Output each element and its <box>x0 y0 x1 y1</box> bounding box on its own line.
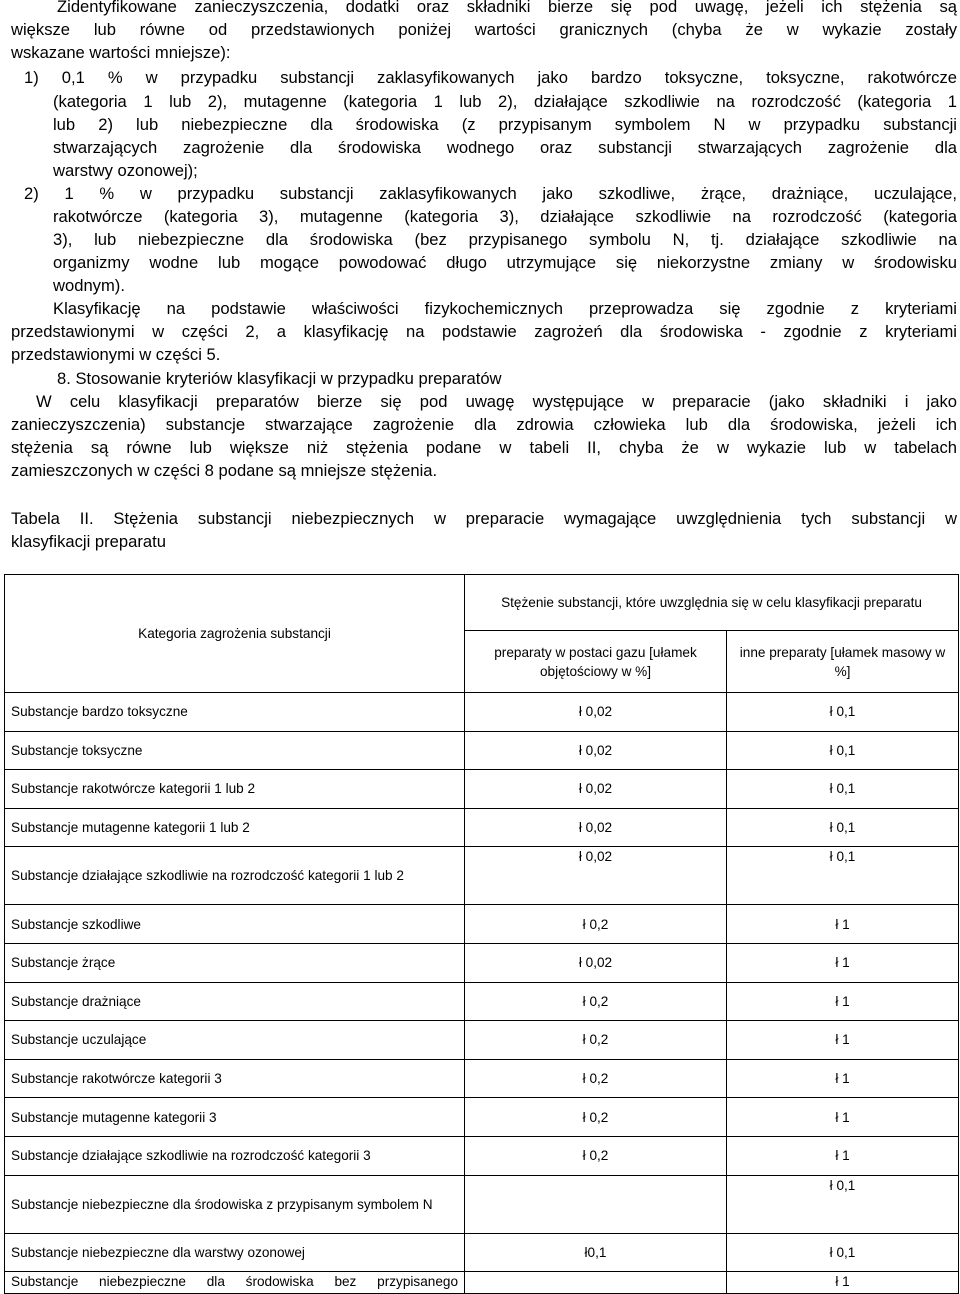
list-item-1-line: stwarzających zagrożenie dla środowiska wodnego oraz substancji stwarzających zagrożenie dla <box>53 138 957 157</box>
other-value-cell: ł 1 <box>727 1021 959 1060</box>
gas-value-cell: ł 0,2 <box>465 905 727 944</box>
other-value-cell: ł 1 <box>727 1098 959 1137</box>
gas-value-cell: ł0,1 <box>465 1233 727 1272</box>
category-cell: Substancje szkodliwe <box>5 905 465 944</box>
gas-value-cell: ł 0,02 <box>465 808 727 847</box>
other-value-cell: ł 0,1 <box>727 1233 959 1272</box>
table-row <box>5 905 959 944</box>
gas-value-cell <box>465 1175 727 1233</box>
category-cell: Substancje niebezpieczne dla środowiska bez przypisanego <box>5 1272 465 1294</box>
table-row <box>5 1059 959 1098</box>
section-heading: 8. Stosowanie kryteriów klasyfikacji w przypadku preparatów <box>57 369 502 388</box>
category-cell: Substancje rakotwórcze kategorii 1 lub 2 <box>5 770 465 809</box>
header-other <box>727 631 959 693</box>
gas-value-cell: ł 0,02 <box>465 693 727 732</box>
category-cell: Substancje mutagenne kategorii 3 <box>5 1098 465 1137</box>
section-8-line: zanieczyszczenia) substancje stwarzające zagrożenie dla zdrowia człowieka lub dla środowiska, jeżeli ich <box>11 415 957 434</box>
header-gas-label: preparaty w postaci gazu [ułamek objętościowy w %] <box>494 644 697 679</box>
intro-line: Zidentyfikowane zanieczyszczenia, dodatki oraz składniki bierze się pod uwagę, jeżeli ich stężenia są <box>57 0 957 16</box>
list-item-2-line: 3), lub niebezpieczne dla środowiska (bez przypisanego symbolu N, tj. działające szkodliwie na <box>53 230 957 249</box>
table-row <box>5 982 959 1021</box>
table-body <box>5 693 959 1294</box>
intro-line: większe lub równe od przedstawionych poniżej wartości granicznych (chyba że w wykazie zostały <box>11 20 957 39</box>
table-row <box>5 770 959 809</box>
list-item-2-line: organizmy wodne lub mogące powodować długo utrzymujące się niekorzystne zmiany w środowisku <box>53 253 957 272</box>
list-item-1-line: warstwy ozonowej); <box>53 161 198 180</box>
other-value-cell: ł 1 <box>727 905 959 944</box>
list-item-1-line: (kategoria 1 lub 2), mutagenne (kategoria 1 lub 2), działające szkodliwie na rozrodczość (kategoria 1 <box>53 92 957 111</box>
gas-value-cell: ł 0,2 <box>465 1098 727 1137</box>
table-row <box>5 1098 959 1137</box>
header-category-label: Kategoria zagrożenia substancji <box>138 626 331 641</box>
table-row <box>5 731 959 770</box>
list-item-2-line: rakotwórcze (kategoria 3), mutagenne (kategoria 3), działające szkodliwie na rozrodczość (kategoria <box>53 207 957 226</box>
other-value-cell: ł 1 <box>727 1059 959 1098</box>
gas-value-cell: ł 0,02 <box>465 770 727 809</box>
table-caption: Tabela II. Stężenia substancji niebezpiecznych w preparacie wymagające uwzględnienia tych substancji w <box>11 509 957 528</box>
gas-value-cell: ł 0,2 <box>465 1021 727 1060</box>
category-cell: Substancje toksyczne <box>5 731 465 770</box>
section-8-line: W celu klasyfikacji preparatów bierze się pod uwagę występujące w preparacie (jako składniki i jako <box>36 392 957 411</box>
gas-value-cell: ł 0,2 <box>465 1059 727 1098</box>
other-value-cell: ł 1 <box>727 943 959 982</box>
category-cell: Substancje bardzo toksyczne <box>5 693 465 732</box>
table-row <box>5 1272 959 1294</box>
concentration-table <box>4 574 959 1294</box>
category-cell: Substancje uczulające <box>5 1021 465 1060</box>
section-8-line: zamieszczonych w części 8 podane są mniejsze stężenia. <box>11 461 438 480</box>
header-group-label: Stężenie substancji, które uwzględnia się w celu klasyfikacji preparatu <box>501 595 922 610</box>
category-cell: Substancje działające szkodliwie na rozrodczość kategorii 1 lub 2 <box>5 847 465 905</box>
section-8-line: stężenia są równe lub większe niż stężenia podane w tabeli II, chyba że w wykazie lub w tabelach <box>11 438 957 457</box>
other-value-cell: ł 0,1 <box>727 1175 959 1233</box>
table-row <box>5 1175 959 1233</box>
category-cell: Substancje rakotwórcze kategorii 3 <box>5 1059 465 1098</box>
header-category <box>5 575 465 693</box>
other-value-cell: ł 0,1 <box>727 770 959 809</box>
category-cell: Substancje mutagenne kategorii 1 lub 2 <box>5 808 465 847</box>
other-value-cell: ł 1 <box>727 982 959 1021</box>
gas-value-cell: ł 0,02 <box>465 943 727 982</box>
table-row <box>5 1021 959 1060</box>
header-other-label: inne preparaty [ułamek masowy w %] <box>739 644 946 679</box>
other-value-cell: ł 1 <box>727 1136 959 1175</box>
list-item-2-line: wodnym). <box>53 276 125 295</box>
table-caption: klasyfikacji preparatu <box>11 532 166 551</box>
other-value-cell: ł 1 <box>727 1272 959 1294</box>
table-row <box>5 847 959 905</box>
list-item-1-line: 1) 0,1 % w przypadku substancji zaklasyfikowanych jako bardzo toksyczne, toksyczne, rakotwórcze <box>24 68 957 87</box>
intro-line: wskazane wartości mniejsze): <box>11 43 231 62</box>
category-cell: Substancje żrące <box>5 943 465 982</box>
gas-value-cell: ł 0,2 <box>465 1136 727 1175</box>
gas-value-cell <box>465 1272 727 1294</box>
header-gas <box>465 631 727 693</box>
gas-value-cell: ł 0,2 <box>465 982 727 1021</box>
table-row <box>5 693 959 732</box>
other-value-cell: ł 0,1 <box>727 847 959 905</box>
table-row <box>5 1233 959 1272</box>
category-cell: Substancje drażniące <box>5 982 465 1021</box>
other-value-cell: ł 0,1 <box>727 731 959 770</box>
other-value-cell: ł 0,1 <box>727 693 959 732</box>
classification-line: Klasyfikację na podstawie właściwości fizykochemicznych przeprowadza się zgodnie z kryteriami <box>53 299 957 318</box>
table-row <box>5 943 959 982</box>
category-cell: Substancje niebezpieczne dla środowiska z przypisanym symbolem N <box>5 1175 465 1233</box>
table-row <box>5 808 959 847</box>
list-item-1-line: lub 2) lub niebezpieczne dla środowiska (z przypisanym symbolem N w przypadku substancji <box>53 115 957 134</box>
classification-line: przedstawionymi w części 2, a klasyfikację na podstawie zagrożeń dla środowiska - zgodnie z kryteriami <box>11 322 957 341</box>
list-item-2-line: 2) 1 % w przypadku substancji zaklasyfikowanych jako szkodliwe, żrące, drażniące, uczulające, <box>24 184 957 203</box>
category-cell: Substancje niebezpieczne dla warstwy ozonowej <box>5 1233 465 1272</box>
other-value-cell: ł 0,1 <box>727 808 959 847</box>
category-cell: Substancje działające szkodliwie na rozrodczość kategorii 3 <box>5 1136 465 1175</box>
gas-value-cell: ł 0,02 <box>465 847 727 905</box>
classification-line: przedstawionymi w części 5. <box>11 345 221 364</box>
header-group <box>465 575 959 631</box>
table-row <box>5 1136 959 1175</box>
gas-value-cell: ł 0,02 <box>465 731 727 770</box>
